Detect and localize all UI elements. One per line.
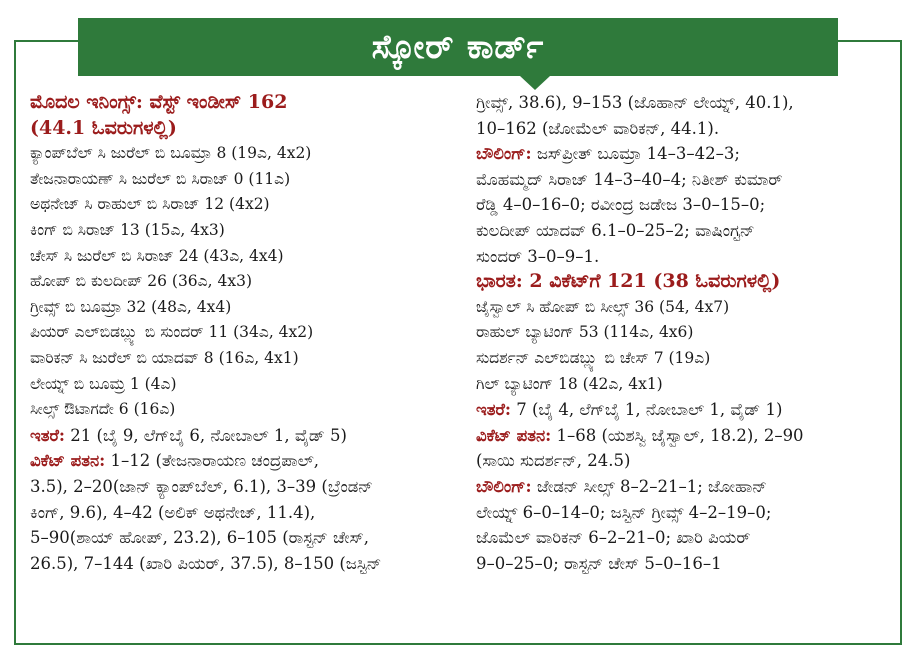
batting-row: ವಾರಿಕನ್ ಸಿ ಜುರೆಲ್ ಬಿ ಯಾದವ್ 8 (16ಎ, 4x1) — [30, 348, 299, 367]
batting-row: ಹೋಪ್ ಬಿ ಕುಲದೀಪ್ 26 (36ಎ, 4x3) — [30, 272, 252, 291]
fow-text: 1–12 (ತೇಜನಾರಾಯಣ ಚಂದ್ರಪಾಲ್, — [105, 451, 319, 471]
batting-row: ತೇಜನಾರಾಯಣ್ ಸಿ ಜುರೆಲ್ ಬಿ ಸಿರಾಜ್ 0 (11ಎ) — [30, 169, 291, 188]
innings-title: ಮೊದಲ ಇನಿಂಗ್ಸ್: ವೆಸ್ಟ್ ಇಂಡೀಸ್ 162 — [30, 91, 288, 113]
extras-text: 21 (ಬೈ 9, ಲೆಗ್‌ಬೈ 6, ನೋಬಾಲ್ 1, ವೈಡ್ 5) — [64, 425, 347, 445]
innings-overs: (44.1 ಓವರುಗಳಲ್ಲಿ) — [30, 116, 177, 139]
bowling-row — [476, 474, 894, 500]
bowling-line: ಲೇಯ್ನ್ 6–0–14–0; ಜಸ್ಟಿನ್ ಗ್ರೀವ್ಸ್ 4–2–19–0; — [476, 502, 772, 522]
batting-row: ಸೀಲ್ಸ್ ಔಟಾಗದೇ 6 (16ಎ) — [30, 400, 176, 419]
bowling-line: 9–0–25–0; ರಾಸ್ಟನ್ ಚೇಸ್ 5–0–16–1 — [476, 553, 722, 573]
left-column — [30, 90, 460, 576]
fow-line: ಕಿಂಗ್, 9.6), 4–42 (ಅಲಿಕ್ ಅಥನೇಜ್, 11.4), — [30, 502, 316, 522]
batting-row: ಕ್ಯಾಂಪ್‌ಬೆಲ್ ಸಿ ಜುರೆಲ್ ಬಿ ಬೂಮ್ರಾ 8 (19ಎ, 4x2) — [30, 144, 312, 163]
bowling-line: ಜೊಮೆಲ್ ವಾರಿಕನ್ 6–2–21–0; ಖಾರಿ ಪಿಯರ್ — [476, 528, 751, 548]
bowling-line: ಸುಂದರ್ 3–0–9–1. — [476, 246, 600, 266]
fow-text: 1–68 (ಯಶಸ್ವಿ ಜೈಸ್ವಾಲ್, 18.2), 2–90 — [551, 425, 804, 445]
title-pointer — [520, 76, 550, 90]
fow-label: ವಿಕೆಟ್ ಪತನ: — [30, 451, 106, 471]
fow-row — [30, 448, 460, 474]
batting-row: ಸುದರ್ಶನ್ ಎಲ್‌ಬಿಡಬ್ಲ್ಯು ಬಿ ಚೇಸ್ 7 (19ಎ) — [476, 348, 711, 367]
fow-line: ಗ್ರೀವ್ಸ್, 38.6), 9–153 (ಜೊಹಾನ್ ಲೇಯ್ನ್, 40.1), — [476, 93, 794, 112]
bowling-label: ಬೌಲಿಂಗ್: — [476, 476, 532, 496]
batting-row: ರಾಹುಲ್ ಬ್ಯಾಟಿಂಗ್ 53 (114ಎ, 4x6) — [476, 323, 694, 342]
batting-row: ಪಿಯರ್ ಎಲ್‌ಬಿಡಬ್ಲ್ಯು ಬಿ ಸುಂದರ್ 11 (34ಎ, 4x2) — [30, 323, 314, 342]
fow-line: 5–90(ಶಾಯ್ ಹೋಪ್, 23.2), 6–105 (ರಾಸ್ಟನ್ ಚೇಸ್, — [30, 528, 369, 548]
bowling-label: ಬೌಲಿಂಗ್: — [476, 144, 532, 164]
bowling-line: ಕುಲದೀಪ್ ಯಾದವ್ 6.1–0–25–2; ವಾಷಿಂಗ್ಟನ್ — [476, 220, 755, 240]
extras-label: ಇತರೆ: — [476, 400, 511, 420]
batting-row: ಜೈಸ್ವಾಲ್ ಸಿ ಹೋಪ್ ಬಿ ಸೀಲ್ಸ್ 36 (54, 4x7) — [476, 297, 730, 316]
bowling-text: ಜಸ್‌ಪ್ರೀತ್ ಬೂಮ್ರಾ 14–3–42–3; — [531, 144, 740, 164]
extras-label: ಇತರೆ: — [30, 425, 65, 445]
batting-row: ಗಿಲ್ ಬ್ಯಾಟಿಂಗ್ 18 (42ಎ, 4x1) — [476, 374, 663, 393]
fow-line: 3.5), 2–20(ಜಾನ್ ಕ್ಯಾಂಪ್‌ಬೆಲ್, 6.1), 3–39 (ಬ್ರೆಂಡನ್ — [30, 476, 373, 496]
fow-line: 26.5), 7–144 (ಖಾರಿ ಪಿಯರ್, 37.5), 8–150 (ಜಸ್ಟಿನ್ — [30, 553, 382, 573]
batting-row: ಗ್ರೀವ್ಸ್ ಬಿ ಬೂಮ್ರಾ 32 (48ಎ, 4x4) — [30, 297, 232, 316]
innings2-title: ಭಾರತ: 2 ವಿಕೆಟ್‌ಗೆ 121 (38 ಓವರುಗಳಲ್ಲಿ) — [476, 270, 781, 293]
extras-text: 7 (ಬೈ 4, ಲೆಗ್‌ಬೈ 1, ನೋಬಾಲ್ 1, ವೈಡ್ 1) — [510, 400, 783, 420]
fow-row — [476, 423, 894, 449]
scorecard-title: ಸ್ಕೋರ್ ಕಾರ್ಡ್ — [78, 18, 838, 76]
fow-line: (ಸಾಯಿ ಸುದರ್ಶನ್, 24.5) — [476, 451, 631, 471]
batting-row: ಲೇಯ್ನ್ ಬಿ ಬೂಮ್ರ 1 (4ಎ) — [30, 374, 177, 393]
extras-row — [476, 397, 894, 423]
extras-row — [30, 423, 460, 449]
fow-label: ವಿಕೆಟ್ ಪತನ: — [476, 425, 552, 445]
fow-line: 10–162 (ಜೋಮೆಲ್ ವಾರಿಕನ್, 44.1). — [476, 118, 720, 138]
batting-row: ಕಿಂಗ್ ಬಿ ಸಿರಾಜ್ 13 (15ಎ, 4x3) — [30, 220, 225, 239]
bowling-row — [476, 141, 894, 167]
bowling-line: ರೆಡ್ಡಿ 4–0–16–0; ರವೀಂದ್ರ ಜಡೇಜ 3–0–15–0; — [476, 195, 766, 215]
bowling-text: ಜೇಡನ್ ಸೀಲ್ಸ್ 8–2–21–1; ಜೋಹಾನ್ — [531, 476, 767, 496]
batting-row: ಚೇಸ್ ಸಿ ಜುರೆಲ್ ಬಿ ಸಿರಾಜ್ 24 (43ಎ, 4x4) — [30, 246, 284, 265]
batting-row: ಅಥನೇಜ್ ಸಿ ರಾಹುಲ್ ಬಿ ಸಿರಾಜ್ 12 (4x2) — [30, 195, 270, 214]
bowling-line: ಮೊಹಮ್ಮದ್ ಸಿರಾಜ್ 14–3–40–4; ನಿತೀಶ್ ಕುಮಾರ್ — [476, 169, 783, 189]
right-column — [476, 90, 894, 576]
